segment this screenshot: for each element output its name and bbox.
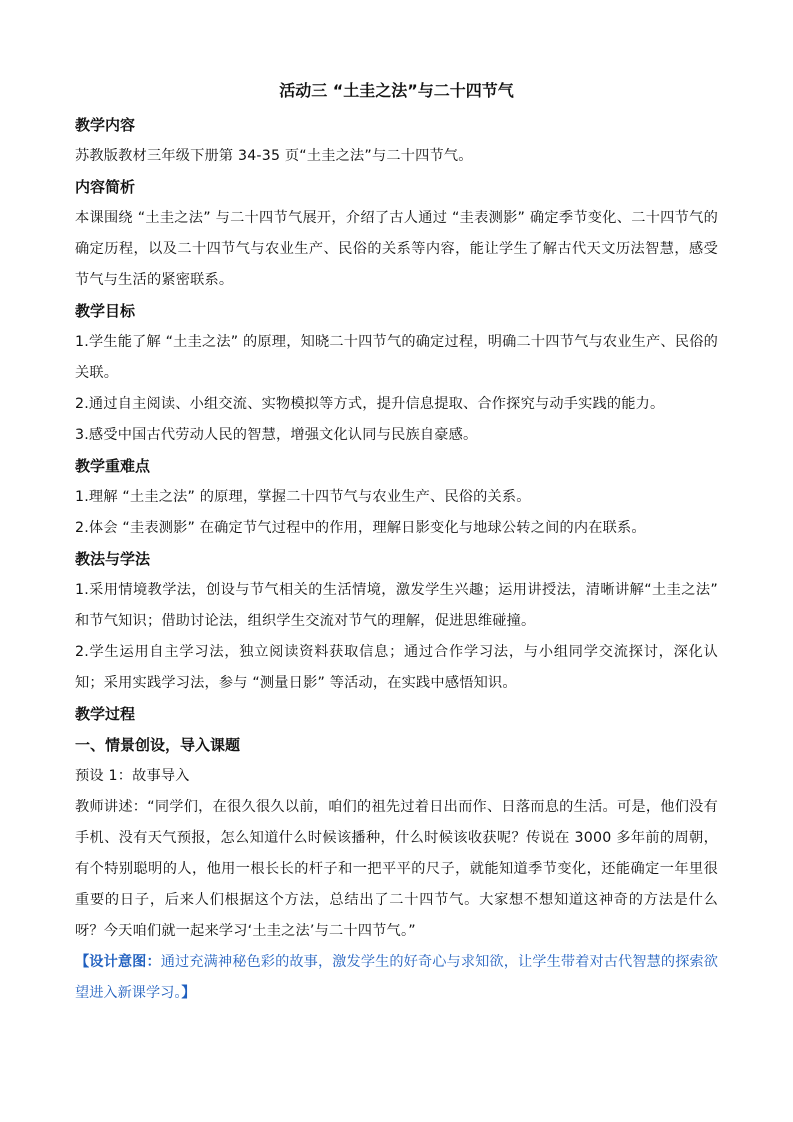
design-close-bracket: 】 xyxy=(181,985,196,1001)
document-content xyxy=(75,76,718,1009)
page-title: 活动三 “土圭之法”与二十四节气 xyxy=(279,81,514,100)
design-intent xyxy=(75,947,718,1009)
method-item-2: 2.学生运用自主学习法，独立阅读资料获取信息；通过合作学习法，与小组同学交流探讨，深化认知；采用实践学习法，参与 “测量日影” 等活动，在实践中感悟知识。 xyxy=(75,644,718,691)
content-text: 苏教版教材三年级下册第 34-35 页“土圭之法”与二十四节气。 xyxy=(75,148,473,164)
method-item-1: 1.采用情境教学法，创设与节气相关的生活情境，激发学生兴趣；运用讲授法，清晰讲解“土圭之法” 和节气知识；借助讨论法，组织学生交流对节气的理解，促进思维碰撞。 xyxy=(75,582,718,629)
design-label: 设计意图： xyxy=(89,954,161,970)
design-text: 通过充满神秘色彩的故事，激发学生的好奇心与求知欲，让学生带着对古代智慧的探索欲望进入新课学习。 xyxy=(75,954,718,1001)
section-heading-goals: 教学目标 xyxy=(75,302,136,320)
goal-item-1: 1.学生能了解 “土圭之法” 的原理，知晓二十四节气的确定过程，明确二十四节气与农业生产、民俗的关联。 xyxy=(75,334,718,381)
teacher-talk: 教师讲述：“同学们，在很久很久以前，咱们的祖先过着日出而作、日落而息的生活。可是，他们没有手机、没有天气预报，怎么知道什么时候该播种，什么时候该收获呢？传说在 3000 多年前的周朝，有个特别聪明的人，他用一根长长的杆子和一把平平的尺子，就能知道季节变化，还能确定一年里很重要的日子，后来人们根据这个方法，总结出了二十四节气。大家想不想知道这神奇的方法是什么呀？今天咱们就一起来学习‘土圭之法’与二十四节气。” xyxy=(75,799,718,939)
key-point-1: 1.理解 “土圭之法” 的原理，掌握二十四节气与农业生产、民俗的关系。 xyxy=(75,489,531,505)
goal-item-2: 2.通过自主阅读、小组交流、实物模拟等方式，提升信息提取、合作探究与动手实践的能力。 xyxy=(75,396,665,412)
step-heading-1: 一、情景创设，导入课题 xyxy=(75,736,241,754)
section-heading-process: 教学过程 xyxy=(75,705,136,723)
section-heading-content: 教学内容 xyxy=(75,116,136,134)
goal-item-3: 3.感受中国古代劳动人民的智慧，增强文化认同与民族自豪感。 xyxy=(75,427,478,443)
preset-1: 预设 1：故事导入 xyxy=(75,768,190,784)
key-point-2: 2.体会 “圭表测影” 在确定节气过程中的作用，理解日影变化与地球公转之间的内在联系。 xyxy=(75,520,646,536)
section-heading-key-points: 教学重难点 xyxy=(75,457,151,475)
section-heading-methods: 教法与学法 xyxy=(75,550,151,568)
section-heading-brief: 内容简析 xyxy=(75,178,136,196)
brief-text: 本课围绕 “土圭之法” 与二十四节气展开，介绍了古人通过 “圭表测影” 确定季节变化、二十四节气的确定历程，以及二十四节气与农业生产、民俗的关系等内容，能让学生了解古代天文历法智慧，感受节气与生活的紧密联系。 xyxy=(75,210,718,288)
design-open-bracket: 【 xyxy=(75,954,90,970)
